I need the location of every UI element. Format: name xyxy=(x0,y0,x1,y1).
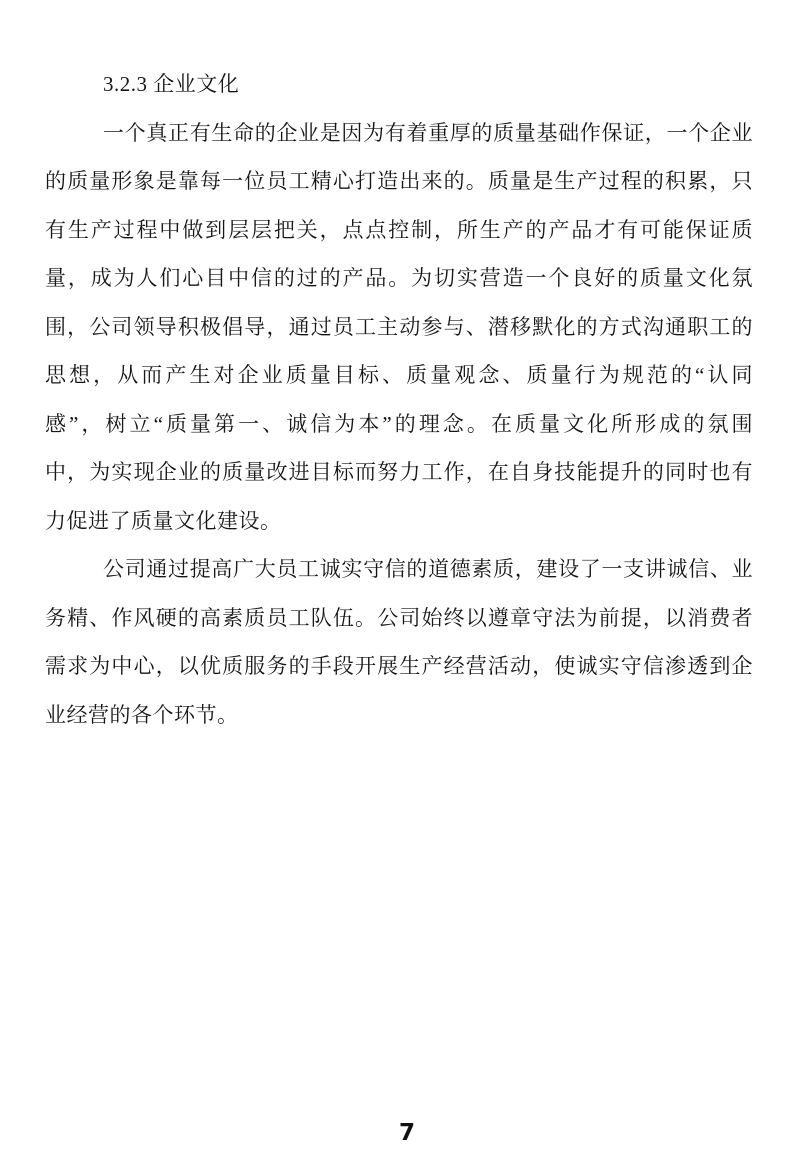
paragraph-line: 量，成为人们心目中信的过的产品。为切实营造一个良好的质量文化氛 xyxy=(45,266,753,290)
paragraph-line: 一个真正有生命的企业是因为有着重厚的质量基础作保证，一个企业 xyxy=(103,120,753,145)
paragraph-line: 公司通过提高广大员工诚实守信的道德素质，建设了一支讲诚信、业 xyxy=(103,557,753,581)
paragraph-line: 业经营的各个环节。 xyxy=(45,702,239,727)
paragraph-line: 思想，从而产生对企业质量目标、质量观念、质量行为规范的“认同 xyxy=(45,363,753,387)
document-body xyxy=(45,60,753,739)
paragraph-line: 感”，树立“质量第一、诚信为本”的理念。在质量文化所形成的氛围 xyxy=(45,411,753,436)
paragraph-line: 的质量形象是靠每一位员工精心打造出来的。质量是生产过程的积累，只 xyxy=(45,169,753,193)
paragraph-line: 围，公司领导积极倡导，通过员工主动参与、潜移默化的方式沟通职工的 xyxy=(45,314,753,339)
paragraph-line: 力促进了质量文化建设。 xyxy=(45,508,282,533)
paragraph-line: 中，为实现企业的质量改进目标而努力工作，在自身技能提升的同时也有 xyxy=(45,460,753,484)
section-heading: 3.2.3 企业文化 xyxy=(103,72,240,96)
paragraph-line: 需求为中心，以优质服务的手段开展生产经营活动，使诚实守信渗透到企 xyxy=(45,654,753,678)
paragraph-line: 有生产过程中做到层层把关，点点控制，所生产的产品才有可能保证质 xyxy=(45,217,753,242)
page-number: 7 xyxy=(398,1120,415,1146)
paragraph-line: 务精、作风硬的高素质员工队伍。公司始终以遵章守法为前提，以消费者 xyxy=(45,605,753,630)
